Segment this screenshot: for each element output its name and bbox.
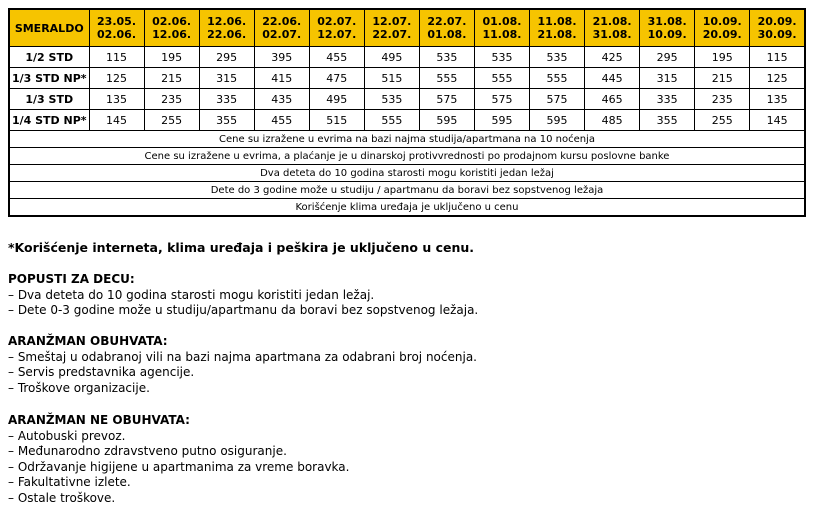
period-header: [750, 9, 805, 47]
price-rows: [9, 47, 805, 131]
period-start: 10.09.: [702, 15, 742, 28]
price-cell: 415: [254, 68, 309, 89]
excludes-title: ARANŽMAN NE OBUHVATA:: [8, 413, 190, 427]
price-cell: 555: [419, 68, 474, 89]
period-start: 23.05.: [97, 15, 137, 28]
row-label: 1/3 STD: [9, 89, 89, 110]
period-end: 01.08.: [427, 28, 467, 41]
period-start: 01.08.: [482, 15, 522, 28]
includes-item: – Servis predstavnika agencije.: [8, 365, 195, 379]
table-row: [9, 47, 805, 68]
includes-section: [8, 334, 477, 396]
period-header: [530, 9, 585, 47]
period-header: [474, 9, 529, 47]
includes-item: – Smeštaj u odabranoj vili na bazi najma apartmana za odabrani broj noćenja.: [8, 349, 477, 364]
included-note: *Korišćenje interneta, klima uređaja i peškira je uključeno u cenu.: [8, 240, 475, 255]
discounts-section: [8, 272, 478, 319]
period-start: 22.06.: [262, 15, 302, 28]
excludes-item: – Međunarodno zdravstveno putno osiguranje.: [8, 444, 287, 458]
table-header-row: [9, 9, 805, 47]
period-end: 02.06.: [97, 28, 137, 41]
period-header: [640, 9, 695, 47]
price-cell: 455: [309, 47, 364, 68]
discounts-title: POPUSTI ZA DECU:: [8, 272, 135, 286]
price-cell: 515: [309, 110, 364, 131]
excludes-item: – Fakultativne izlete.: [8, 475, 131, 489]
price-cell: 295: [199, 47, 254, 68]
price-cell: 195: [144, 47, 199, 68]
price-cell: 425: [585, 47, 640, 68]
period-start: 12.06.: [207, 15, 247, 28]
period-header: [144, 9, 199, 47]
price-cell: 125: [89, 68, 144, 89]
price-cell: 335: [640, 89, 695, 110]
table-row: [9, 89, 805, 110]
period-header: [89, 9, 144, 47]
price-cell: 125: [750, 68, 805, 89]
row-label: 1/2 STD: [9, 47, 89, 68]
period-start: 21.08.: [592, 15, 632, 28]
price-cell: 435: [254, 89, 309, 110]
period-start: 31.08.: [647, 15, 687, 28]
row-label: 1/4 STD NP*: [9, 110, 89, 131]
period-start: 02.07.: [317, 15, 357, 28]
period-end: 22.07.: [372, 28, 412, 41]
period-end: 12.07.: [317, 28, 357, 41]
row-label: 1/3 STD NP*: [9, 68, 89, 89]
price-cell: 575: [474, 89, 529, 110]
period-header: [364, 9, 419, 47]
discounts-item: – Dva deteta do 10 godina starosti mogu koristiti jedan ležaj.: [8, 287, 375, 302]
included-note-block: [8, 240, 474, 256]
period-end: 02.07.: [262, 28, 302, 41]
note-row: [9, 148, 805, 165]
price-cell: 495: [364, 47, 419, 68]
price-cell: 195: [695, 47, 750, 68]
price-cell: 145: [89, 110, 144, 131]
note-text: Dete do 3 godine može u studiju / apartmanu da boravi bez sopstvenog ležaja: [9, 182, 805, 199]
price-cell: 575: [530, 89, 585, 110]
price-cell: 215: [144, 68, 199, 89]
period-end: 10.09.: [647, 28, 687, 41]
includes-item: – Troškove organizacije.: [8, 380, 150, 395]
price-cell: 355: [640, 110, 695, 131]
price-cell: 335: [199, 89, 254, 110]
period-header: [419, 9, 474, 47]
period-end: 30.09.: [757, 28, 797, 41]
note-row: [9, 131, 805, 148]
period-end: 31.08.: [592, 28, 632, 41]
price-cell: 355: [199, 110, 254, 131]
price-cell: 465: [585, 89, 640, 110]
price-cell: 115: [750, 47, 805, 68]
note-row: [9, 199, 805, 217]
price-cell: 515: [364, 68, 419, 89]
price-cell: 215: [695, 68, 750, 89]
price-cell: 535: [474, 47, 529, 68]
period-end: 11.08.: [482, 28, 522, 41]
table-row: [9, 110, 805, 131]
price-cell: 485: [585, 110, 640, 131]
period-start: 12.07.: [372, 15, 412, 28]
price-cell: 595: [419, 110, 474, 131]
period-header: [309, 9, 364, 47]
price-cell: 535: [364, 89, 419, 110]
price-cell: 495: [309, 89, 364, 110]
includes-title: ARANŽMAN OBUHVATA:: [8, 334, 168, 348]
price-cell: 555: [530, 68, 585, 89]
period-start: 02.06.: [152, 15, 192, 28]
period-header: [199, 9, 254, 47]
price-cell: 255: [144, 110, 199, 131]
excludes-section: [8, 413, 349, 506]
price-cell: 255: [695, 110, 750, 131]
period-header: [254, 9, 309, 47]
price-cell: 555: [364, 110, 419, 131]
price-cell: 595: [474, 110, 529, 131]
note-row: [9, 182, 805, 199]
period-header: [695, 9, 750, 47]
price-cell: 295: [640, 47, 695, 68]
period-start: 20.09.: [757, 15, 797, 28]
price-cell: 135: [89, 89, 144, 110]
price-cell: 475: [309, 68, 364, 89]
note-text: Korišćenje klima uređaja je uključeno u cenu: [9, 199, 805, 217]
price-cell: 315: [199, 68, 254, 89]
excludes-item: – Održavanje higijene u apartmanima za vreme boravka.: [8, 459, 350, 474]
price-cell: 595: [530, 110, 585, 131]
price-cell: 315: [640, 68, 695, 89]
price-cell: 555: [474, 68, 529, 89]
period-end: 22.06.: [207, 28, 247, 41]
price-cell: 535: [530, 47, 585, 68]
table-row: [9, 68, 805, 89]
price-cell: 445: [585, 68, 640, 89]
price-cell: 455: [254, 110, 309, 131]
price-cell: 235: [695, 89, 750, 110]
period-end: 20.09.: [702, 28, 742, 41]
excludes-item: – Autobuski prevoz.: [8, 428, 126, 443]
price-cell: 395: [254, 47, 309, 68]
period-start: 22.07.: [427, 15, 467, 28]
price-cell: 575: [419, 89, 474, 110]
period-end: 21.08.: [537, 28, 577, 41]
period-start: 11.08.: [537, 15, 577, 28]
discounts-item: – Dete 0-3 godine može u studiju/apartmanu da boravi bez sopstvenog ležaja.: [8, 303, 479, 317]
note-row: [9, 165, 805, 182]
price-table: [8, 8, 806, 217]
price-cell: 235: [144, 89, 199, 110]
price-notes: [9, 131, 805, 217]
price-cell: 535: [419, 47, 474, 68]
table-corner-label: SMERALDO: [9, 9, 89, 47]
price-cell: 115: [89, 47, 144, 68]
price-cell: 135: [750, 89, 805, 110]
note-text: Cene su izražene u evrima, a plaćanje je u dinarskoj protivvrednosti po prodajnom kursu poslovne banke: [9, 148, 805, 165]
excludes-item: – Ostale troškove.: [8, 490, 116, 505]
period-header: [585, 9, 640, 47]
period-end: 12.06.: [152, 28, 192, 41]
note-text: Cene su izražene u evrima na bazi najma studija/apartmana na 10 noćenja: [9, 131, 805, 148]
price-cell: 145: [750, 110, 805, 131]
note-text: Dva deteta do 10 godina starosti mogu koristiti jedan ležaj: [9, 165, 805, 182]
